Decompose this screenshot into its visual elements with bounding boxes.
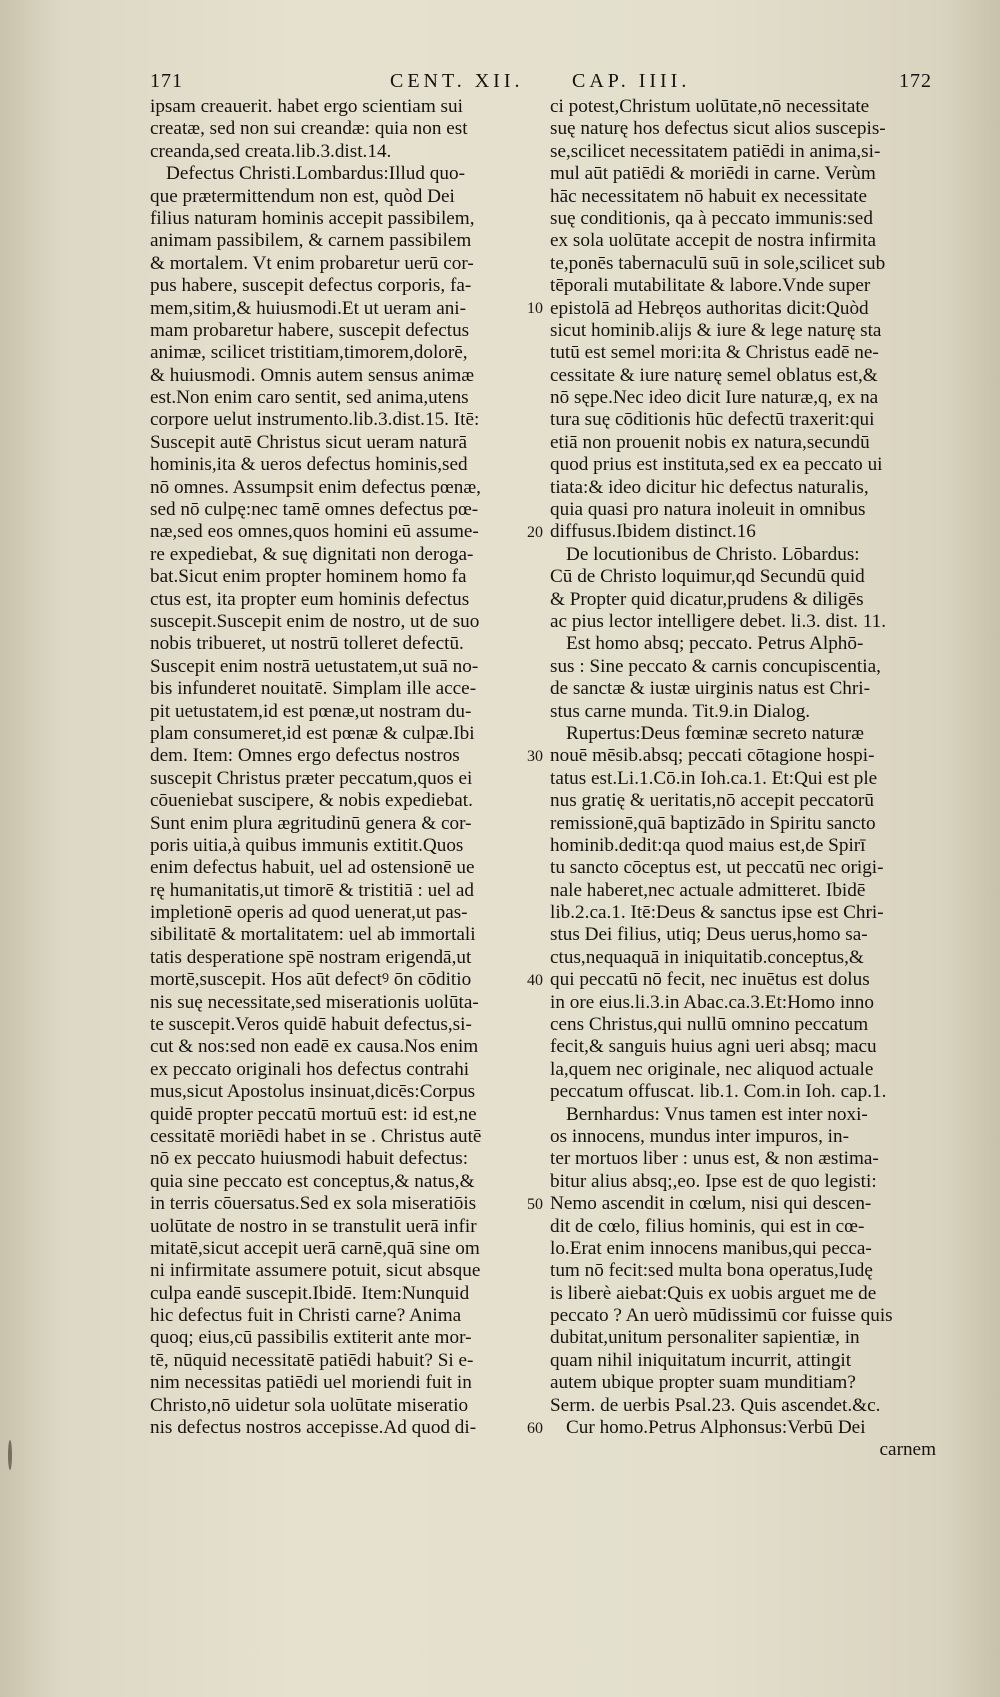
right-page-number: 172: [899, 70, 932, 92]
text-line: is liberè aiebat:Quis ex uobis arguet me de: [550, 1282, 877, 1304]
text-line: ter mortuos liber : unus est, & non æstima-: [550, 1148, 879, 1170]
catchword: carnem: [879, 1439, 936, 1461]
text-line: pit uetustatem,id est pœnæ,ut nostram du-: [150, 700, 472, 722]
text-line: tatus est.Li.1.Cō.in Ioh.ca.1. Et:Qui est ple: [550, 767, 878, 789]
left-page-number: 171: [150, 70, 183, 92]
text-line: mortē,suscepit. Hos aūt defectꝰ ōn cōditio: [150, 969, 472, 991]
margin-line-number: 60: [527, 1419, 543, 1437]
text-line: stus carne munda. Tit.9.in Dialog.: [550, 700, 811, 722]
text-line: hominib.dedit:qa quod maius est,de Spirī: [550, 834, 866, 856]
text-line: bitur alius absq;,eo. Ipse est de quo legisti:: [550, 1170, 877, 1192]
text-line: animæ, scilicet tristitiam,timorem,dolorē,: [150, 342, 468, 364]
text-line: te suscepit.Veros quidē habuit defectus,si-: [150, 1014, 472, 1036]
text-line: dem. Item: Omnes ergo defectus nostros: [150, 745, 460, 767]
left-column-text: [150, 96, 530, 1439]
text-line: & mortalem. Vt enim probaretur uerū cor-: [150, 252, 474, 274]
text-line: suscepit Christus præter peccatum,quos ei: [150, 767, 473, 789]
text-line: nale haberet,nec actuale admitteret. Ibidē: [550, 879, 866, 901]
text-line: Sunt enim plura ægritudinū genera & cor-: [150, 812, 472, 834]
text-line: creatæ, sed non sui creandæ: quia non est: [150, 118, 468, 140]
text-line: epistolā ad Hebręos authoritas dicit:Quòd: [550, 297, 869, 319]
text-line: suę naturę hos defectus sicut alios suscepis-: [550, 118, 886, 140]
text-line: ni infirmitate assumere potuit, sicut absque: [150, 1260, 481, 1282]
text-line: mul aūt patiēdi & moriēdi in carne. Verùm: [550, 163, 876, 185]
text-line: quod prius est instituta,sed ex ea peccato ui: [550, 454, 883, 476]
text-line: bis infunderet nouitatē. Simplam ille acce-: [150, 678, 477, 700]
text-line: mus,sicut Apostolus insinuat,dicēs:Corpus: [150, 1081, 476, 1103]
text-line: ctus est, ita propter eum hominis defectus: [150, 588, 470, 610]
text-line: que prætermittendum non est, quòd Dei: [150, 185, 455, 207]
text-line: nobis tribueret, ut nostrū tolleret defectū.: [150, 633, 464, 655]
running-title-left: CENT. XII.: [390, 70, 524, 92]
text-line: lib.2.ca.1. Itē:Deus & sanctus ipse est Chri-: [550, 902, 884, 924]
right-column-text: [550, 96, 942, 1462]
text-line: Cū de Christo loquimur,qd Secundū quid: [550, 566, 865, 588]
text-line: nim necessitas patiēdi uel moriendi fuit in: [150, 1372, 472, 1394]
text-line: bat.Sicut enim propter hominem homo fa: [150, 566, 467, 588]
text-line: næ,sed eos omnes,quos homini eū assume-: [150, 521, 479, 543]
text-line: Nemo ascendit in cœlum, nisi qui descen-: [550, 1193, 872, 1215]
text-line: & Propter quid dicatur,prudens & diligēs: [550, 588, 864, 610]
text-line: cōueniebat suscipere, & nobis expediebat.: [150, 790, 473, 812]
text-line: quam nihil iniquitatum incurrit, attingit: [550, 1349, 852, 1371]
running-title-right: CAP. IIII.: [572, 70, 691, 92]
text-line: Est homo absq; peccato. Petrus Alphō-: [566, 633, 864, 655]
text-line: tēporali mutabilitate & labore.Vnde super: [550, 275, 871, 297]
text-line: ci potest,Christum uolūtate,nō necessitate: [550, 96, 870, 117]
text-line: quia sine peccato est conceptus,& natus,&: [150, 1170, 475, 1192]
text-line: animam passibilem, & carnem passibilem: [150, 230, 472, 252]
text-line: impletionē operis ad quod uenerat,ut pas-: [150, 902, 468, 924]
text-line: Christo,nō uidetur sola uolūtate miseratio: [150, 1394, 469, 1416]
ink-blot: [8, 1440, 12, 1470]
text-line: suę conditionis, qa à peccato immunis:sed: [550, 207, 873, 229]
margin-line-number: 20: [527, 523, 543, 541]
text-line: quidē propter peccatū mortuū est: id est,ne: [150, 1103, 477, 1125]
text-line: nis suę necessitate,sed miserationis uolūta-: [150, 991, 479, 1013]
text-line: cessitatē moriēdi habet in se . Christus autē: [150, 1125, 482, 1147]
text-line: enim defectus habuit, uel ad ostensionē ue: [150, 857, 475, 879]
text-line: remissionē,quā baptizādo in Spiritu sancto: [550, 812, 876, 834]
text-line: nus gratię & ueritatis,nō accepit peccatorū: [550, 790, 874, 812]
text-line: rę humanitatis,ut timorē & tristitiā : uel ad: [150, 879, 474, 901]
text-line: Rupertus:Deus fœminæ secreto naturæ: [566, 722, 864, 744]
text-line: quoq; eius,cū passibilis extiterit ante mor-: [150, 1327, 472, 1349]
text-line: te,ponēs tabernaculū suū in sole,scilicet sub: [550, 252, 886, 274]
margin-line-number: 10: [527, 299, 543, 317]
margin-line-number: 40: [527, 971, 543, 989]
text-line: sicut hominib.alijs & iure & lege naturę sta: [550, 319, 882, 341]
text-line: tē, nūquid necessitatē patiēdi habuit? Si e-: [150, 1349, 474, 1371]
text-line: dubitat,unitum personaliter sapientiæ, in: [550, 1327, 860, 1349]
text-line: plam consumeret,id est pœnæ & culpæ.Ibi: [150, 722, 475, 744]
text-line: Cur homo.Petrus Alphonsus:Verbū Dei: [566, 1417, 866, 1439]
text-line: nō sępe.Nec ideo dicit Iure naturæ,q, ex na: [550, 387, 879, 409]
text-line: se,scilicet necessitatem patiēdi in anima,si-: [550, 140, 881, 162]
text-line: in terris cōuersatus.Sed ex sola miseratiōis: [150, 1193, 477, 1215]
text-line: hominis,ita & ueros defectus hominis,sed: [150, 454, 468, 476]
text-line: ctus,nequaquā in iniquitatib.conceptus,&: [550, 946, 864, 968]
text-line: ipsam creauerit. habet ergo scientiam sui: [150, 96, 463, 117]
text-line: pus habere, suscepit defectus corporis, fa-: [150, 275, 472, 297]
text-line: poris uitia,à quibus immunis extitit.Quos: [150, 834, 464, 856]
text-line: cessitate & iure naturę semel oblatus est,&: [550, 364, 878, 386]
text-line: nō omnes. Assumpsit enim defectus pœnæ,: [150, 476, 481, 498]
margin-line-number: 30: [527, 747, 543, 765]
text-line: sus : Sine peccato & carnis concupiscentia,: [550, 655, 881, 677]
text-line: etiā non prouenit nobis ex natura,secundū: [550, 431, 870, 453]
margin-line-number: 50: [527, 1195, 543, 1213]
text-line: ex peccato originali hos defectus contrahi: [150, 1058, 470, 1080]
text-line: tu sancto cōceptus est, ut peccatū nec origi-: [550, 857, 884, 879]
text-line: stus Dei filius, utiq; Deus uerus,homo sa-: [550, 924, 868, 946]
text-line: & huiusmodi. Omnis autem sensus animæ: [150, 364, 475, 386]
text-line: est.Non enim caro sentit, sed anima,utens: [150, 387, 469, 409]
text-line: in ore eius.li.3.in Abac.ca.3.Et:Homo inno: [550, 991, 874, 1013]
text-line: re expediebat, & suę dignitati non deroga-: [150, 543, 474, 565]
text-line: os innocens, mundus inter impuros, in-: [550, 1125, 849, 1147]
text-line: mem,sitim,& huiusmodi.Et ut ueram ani-: [150, 297, 467, 319]
text-line: sed nō culpę:nec tamē omnes defectus pœ-: [150, 499, 479, 521]
text-line: Serm. de uerbis Psal.23. Quis ascendet.&c.: [550, 1394, 881, 1416]
text-line: Bernhardus: Vnus tamen est inter noxi-: [566, 1103, 868, 1125]
text-line: la,quem nec originale, nec aliquod actuale: [550, 1058, 874, 1080]
text-line: tatis desperatione spē nostram erigendā,ut: [150, 946, 472, 968]
text-line: nō ex peccato huiusmodi habuit defectus:: [150, 1148, 469, 1170]
text-line: tura suę cōditionis hūc defectū traxerit:qui: [550, 409, 875, 431]
text-line: quia quasi pro natura inoleuit in omnibus: [550, 499, 866, 521]
text-line: Suscepit enim nostrā uetustatem,ut suā no-: [150, 655, 479, 677]
text-line: tiata:& ideo dicitur hic defectus naturalis,: [550, 476, 869, 498]
text-line: hic defectus fuit in Christi carne? Anima: [150, 1305, 462, 1327]
text-line: lo.Erat enim innocens manibus,qui pecca-: [550, 1237, 872, 1259]
text-line: De locutionibus de Christo. Lōbardus:: [566, 543, 860, 565]
text-line: suscepit.Suscepit enim de nostro, ut de suo: [150, 610, 480, 632]
text-line: ac pius lector intelligere debet. li.3. dist. 11.: [550, 610, 887, 632]
text-line: Defectus Christi.Lombardus:Illud quo-: [166, 163, 465, 185]
text-line: culpa eandē suscepit.Ibidē. Item:Nunquid: [150, 1282, 470, 1304]
text-line: qui peccatū nō fecit, nec inuētus est dolus: [550, 969, 870, 991]
text-line: nis defectus nostros accepisse.Ad quod di-: [150, 1417, 477, 1439]
text-line: mitatē,sicut accepit uerā carnē,quā sine om: [150, 1237, 480, 1259]
running-header: [150, 70, 932, 94]
text-line: peccatum offuscat. lib.1. Com.in Ioh. cap.1.: [550, 1081, 887, 1103]
text-line: peccato ? An uerò mūdissimū cor fuisse quis: [550, 1305, 893, 1327]
text-line: cens Christus,qui nullū omnino peccatum: [550, 1014, 869, 1036]
text-line: dit de cœlo, filius hominis, qui est in cœ-: [550, 1215, 865, 1237]
text-line: sibilitatē & mortalitatem: uel ab immortali: [150, 924, 476, 946]
text-line: cut & nos:sed non eadē ex causa.Nos enim: [150, 1036, 479, 1058]
text-line: autem ubique propter suam munditiam?: [550, 1372, 856, 1394]
text-line: uolūtate de nostro in se transtulit uerā infir: [150, 1215, 477, 1237]
text-line: de sanctæ & iustæ uirginis natus est Chri-: [550, 678, 870, 700]
text-line: tum nō fecit:sed multa bona operatus,Iudę: [550, 1260, 873, 1282]
text-line: creanda,sed creata.lib.3.dist.14.: [150, 140, 392, 162]
text-line: mam probaretur habere, suscepit defectus: [150, 319, 470, 341]
text-line: corpore uelut instrumento.lib.3.dist.15. Itē:: [150, 409, 480, 431]
text-line: hāc necessitatem nō habuit ex necessitate: [550, 185, 867, 207]
text-line: Suscepit autē Christus sicut ueram naturā: [150, 431, 468, 453]
text-line: filius naturam hominis accepit passibilem,: [150, 207, 475, 229]
text-line: fecit,& sanguis huius agni ueri absq; macu: [550, 1036, 877, 1058]
text-line: nouē mēsib.absq; peccati cōtagione hospi-: [550, 745, 875, 767]
text-line: ex sola uolūtate accepit de nostra infirmita: [550, 230, 877, 252]
text-line: tutū est semel mori:ita & Christus eadē ne-: [550, 342, 879, 364]
text-line: diffusus.Ibidem distinct.16: [550, 521, 756, 543]
